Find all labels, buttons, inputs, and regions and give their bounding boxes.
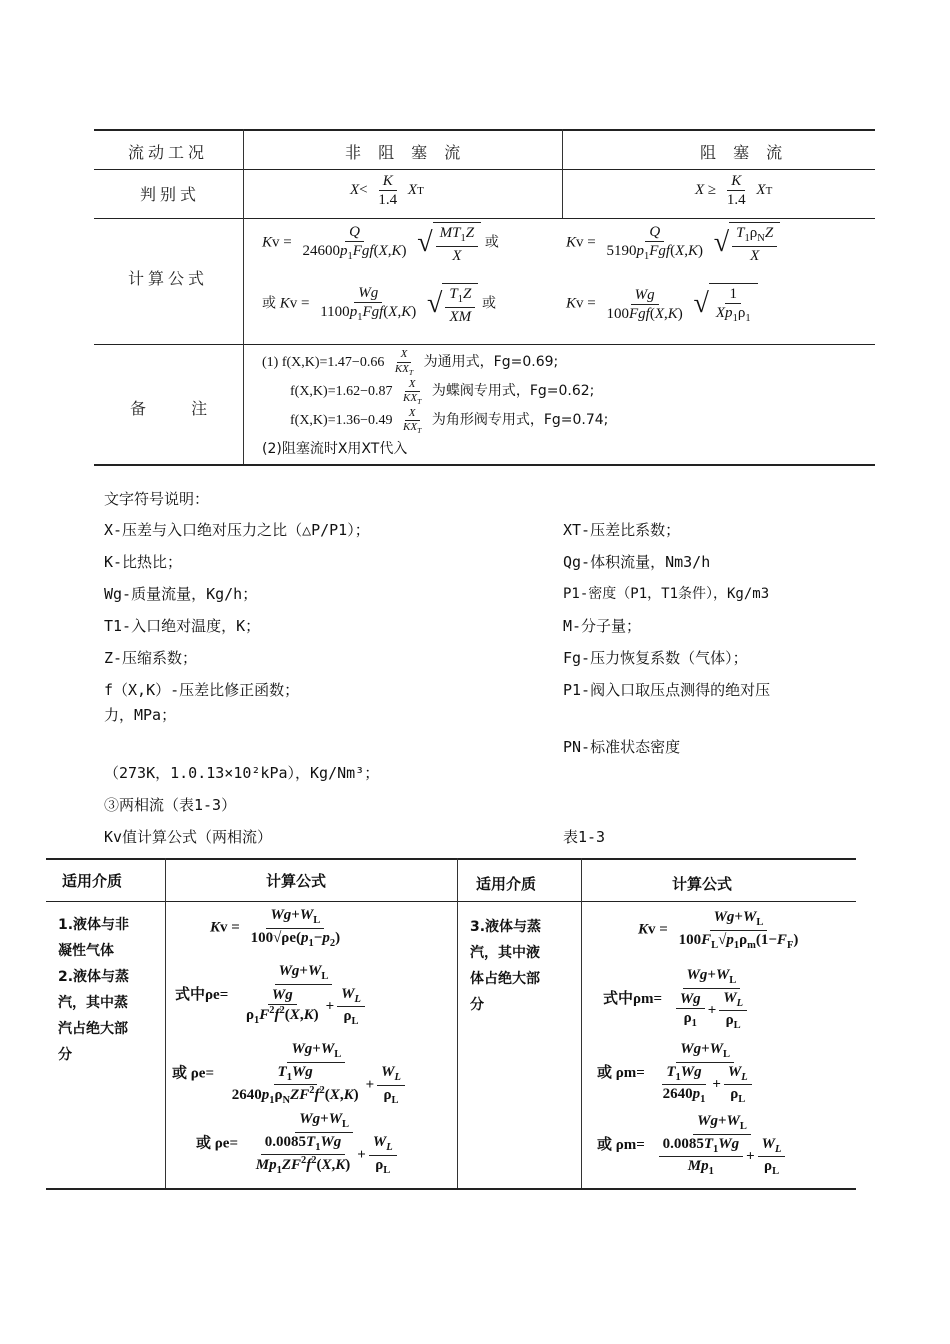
remarks-block: (1) f(X,K)=1.47−0.66 $\frac{X}{KX_T}$ 为通用式，Fg=0.69; f(X,K)=1.62−0.87 $\frac{X}{KX_T}$ 为蝶阀专用式，Fg=0.62; f(X,K)=1.36−0.49 $\frac{X}{KX_T}$ 为角形阀专用式，Fg=0.74; (2)阻塞流时X用XT代入 bbox=[262, 348, 608, 464]
symbols-heading: 文字符号说明： bbox=[104, 490, 210, 508]
or-word: 或 bbox=[484, 234, 499, 251]
remark-expr-3: f(X,K)=1.36−0.49 bbox=[290, 413, 393, 429]
right-medium-line-1: 3.液体与蒸 bbox=[470, 919, 542, 935]
header-non-choked: 非 阻 塞 流 bbox=[345, 143, 467, 162]
symbol-left-5: Z-压缩系数； bbox=[104, 649, 198, 667]
criterion-non-choked: X< $\frac{K}{1.4}$ XT bbox=[350, 173, 424, 208]
header-condition: 流动工况 bbox=[128, 143, 209, 162]
t2-right-formula-4: 或 ρm= $Wg+W_L$ $\frac{0.0085T_1Wg}{Mp_1}$ + $\frac{W_L}{\rho_L}$ bbox=[597, 1112, 795, 1179]
t2-left-formula-4: 或 ρe= $Wg+W_L$ $\frac{0.0085T_1Wg}{Mp_1ZF^2f^2(X,K)}$ + $\frac{W_L}{\rho_L}$ bbox=[196, 1110, 407, 1178]
section-heading: ③两相流（表1-3） bbox=[104, 796, 237, 814]
left-medium-line-5: 汽占绝大部 bbox=[58, 1021, 128, 1037]
formula-non-choked-1: Kv = $\frac{Q}{24600p_1Fgf(X,K)}$ √ $\frac{MT_1Z}{X}$ 或 bbox=[262, 224, 499, 264]
remark-desc-2: 为蝶阀专用式，Fg=0.62; bbox=[431, 383, 595, 400]
right-medium-line-2: 汽，其中液 bbox=[470, 945, 540, 961]
left-medium-line-2: 凝性气体 bbox=[58, 943, 114, 959]
symbol-right-7: PN-标准状态密度 bbox=[563, 738, 681, 756]
symbol-left-7: 力，MPa； bbox=[104, 706, 177, 724]
header-choked: 阻 塞 流 bbox=[700, 143, 789, 162]
left-medium-line-3: 2.液体与蒸 bbox=[58, 969, 130, 985]
formula-choked-1: Kv = $\frac{Q}{5190p_1Fgf(X,K)}$ √ $\frac{T_1\rho_NZ}{X}$ bbox=[566, 222, 780, 265]
t2-header-medium-left: 适用介质 bbox=[62, 872, 123, 890]
symbol-right-6: P1-阀入口取压点测得的绝对压 bbox=[563, 681, 771, 699]
t2-header-formula-left: 计算公式 bbox=[266, 872, 327, 890]
t2-left-formula-3: 或 ρe= $Wg+W_L$ $\frac{T_1Wg}{2640p_1\rho_NZF^2f^2(X,K)}$ + $\frac{W_L}{\rho_L}$ bbox=[172, 1040, 415, 1108]
remark-expr-2: f(X,K)=1.62−0.87 bbox=[290, 384, 393, 400]
remark-last: (2)阻塞流时X用XT代入 bbox=[262, 441, 408, 458]
remark-prefix: (1) bbox=[262, 355, 279, 370]
left-medium-line-4: 汽，其中蒸 bbox=[58, 995, 128, 1011]
remark-expr-1: f(X,K)=1.47−0.66 bbox=[281, 355, 385, 370]
symbol-left-3: Wg-质量流量，Kg/h； bbox=[104, 585, 258, 603]
t2-right-formula-3: 或 ρm= $Wg+W_L$ $\frac{T_1Wg}{2640p_1}$ + $\frac{W_L}{\rho_L}$ bbox=[597, 1040, 762, 1107]
table-caption-left: Kv值计算公式（两相流） bbox=[104, 828, 273, 846]
remark-desc-3: 为角形阀专用式，Fg=0.74; bbox=[431, 412, 609, 429]
remark-desc-1: 为通用式，Fg=0.69; bbox=[423, 354, 559, 370]
t2-left-formula-1: Kv = $\frac{Wg+W_L}{100√\rho e(p_1-p_2)}$ bbox=[210, 907, 341, 949]
t2-header-formula-right: 计算公式 bbox=[672, 875, 733, 893]
left-medium-line-6: 分 bbox=[58, 1047, 72, 1063]
symbol-right-5: Fg-压力恢复系数（气体）； bbox=[563, 649, 748, 667]
table-caption-right: 表1-3 bbox=[563, 828, 606, 846]
left-medium-line-1: 1.液体与非 bbox=[58, 917, 130, 933]
right-medium-line-3: 体占绝大部 bbox=[470, 971, 540, 987]
t2-left-formula-2: 式中ρe= $Wg+W_L$ $\frac{Wg}{\rho_1F^2f^2(X,K)}$ + $\frac{W_L}{\rho_L}$ bbox=[175, 962, 375, 1029]
symbol-right-2: Qg-体积流量，Nm3/h bbox=[563, 553, 711, 571]
symbol-left-4: T1-入口绝对温度，K； bbox=[104, 617, 261, 635]
t2-right-formula-2: 式中ρm= $Wg+W_L$ $\frac{Wg}{\rho_1}$ + $\frac{W_L}{\rho_L}$ bbox=[603, 966, 757, 1033]
t2-header-medium-right: 适用介质 bbox=[476, 875, 537, 893]
t2-right-medium bbox=[470, 914, 541, 1018]
criterion-choked: X ≥ $\frac{K}{1.4}$ XT bbox=[695, 173, 773, 208]
t2-left-medium bbox=[58, 912, 129, 1068]
symbol-right-1: XT-压差比系数； bbox=[563, 521, 681, 539]
symbol-right-3: P1-密度（P1，T1条件），Kg/m3 bbox=[563, 586, 770, 602]
formula-label: 计算公式 bbox=[128, 269, 209, 288]
criterion-label: 判别式 bbox=[140, 185, 201, 204]
symbol-left-2: K-比热比； bbox=[104, 553, 183, 571]
symbol-left-1: X-压差与入口绝对压力之比（△P/P1）； bbox=[104, 521, 370, 539]
formula-non-choked-2: 或 Kv = $\frac{Wg}{1100p_1Fgf(X,K)}$ √ $\frac{T_1Z}{XM}$ 或 bbox=[262, 285, 497, 325]
symbol-right-4: M-分子量； bbox=[563, 617, 642, 635]
t2-right-formula-1: Kv = $\frac{Wg+W_L}{100F_L√p_1\rho_m(1-F_F)}$ bbox=[638, 909, 799, 951]
symbol-tail: （273K，1.0.13×10²kPa），Kg/Nm³； bbox=[104, 764, 380, 782]
formula-choked-2: Kv = $\frac{Wg}{\text{100Fgf(X,K)}}$ √ $\frac{1}{Xp_1\rho_1}$ bbox=[566, 283, 758, 326]
remarks-label: 备 注 bbox=[130, 399, 228, 418]
right-medium-line-4: 分 bbox=[470, 997, 484, 1013]
symbol-left-6: f（X,K）-压差比修正函数； bbox=[104, 681, 300, 699]
